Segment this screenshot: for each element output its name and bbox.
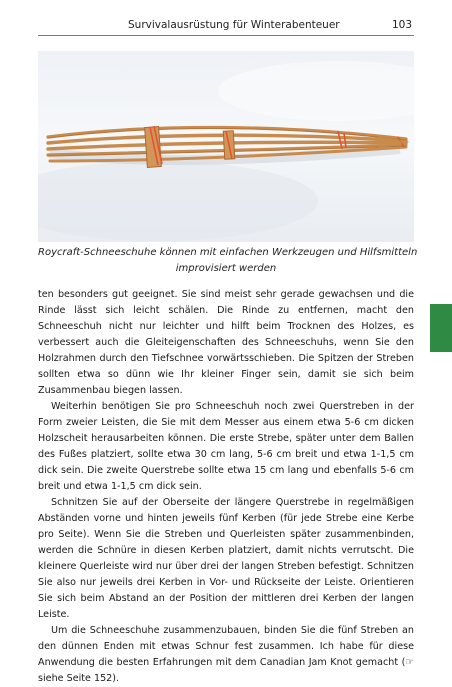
photo-caption [38, 245, 418, 277]
body-text [38, 287, 414, 687]
paragraph-4: Um die Schneeschuhe zusammenzubauen, binden Sie die fünf Streben an den dünnen Enden mit etwas Schnur fest zusammen. Ich habe für diese Anwendung die besten Erfahrungen mit dem Canadian Jam Knot gemacht (☞ siehe Seite 152). [38, 625, 414, 684]
snowshoe-photo [38, 51, 414, 242]
running-header-title: Survivalausrüstung für Winterabenteuer [128, 19, 340, 31]
page-number: 103 [391, 19, 412, 31]
paragraph-2: Weiterhin benötigen Sie pro Schneeschuh noch zwei Querstreben in der Form zweier Leisten, die Sie mit dem Messer aus einem etwa 5-6 cm dicken Holzscheit herausarbeiten können. Die erste Strebe, später unter dem Ballen des Fußes platziert, sollte etwa 30 cm lang, 5-6 cm breit und etwa 1-1,5 cm dick sein. Die zweite Querstrebe sollte etwa 15 cm lang und ebenfalls 5-6 cm breit und etwa 1-1,5 cm dick sein. [38, 401, 414, 492]
caption-line-2: improvisiert werden [175, 263, 277, 274]
snowshoe-illustration [38, 51, 414, 242]
chapter-tab [430, 304, 452, 352]
paragraph-1: ten besonders gut geeignet. Sie sind meist sehr gerade gewachsen und die Rinde lässt sich leicht schälen. Die Rinde zu entfernen, macht den Schneeschuh nicht nur leichter und hilft beim Trocknen des Holzes, es verbessert auch die Gleiteigenschaften des Schneeschuhs, wenn Sie den Holzrahmen durch den Tiefschnee vorwärtsschieben. Die Spitzen der Streben sollten etwa so dünn wie Ihr kleiner Finger sein, damit sie sich beim Zusammenbau biegen lassen. [38, 289, 414, 396]
paragraph-3: Schnitzen Sie auf der Oberseite der längere Querstrebe in regelmäßigen Abständen vorne und hinten jeweils fünf Kerben (für jede Strebe eine Kerbe pro Seite). Wenn Sie die Streben und Querleisten später zusammenbinden, werden die Schnüre in diesen Kerben platziert, damit nichts verrutscht. Die kleinere Querleiste wird nur über drei der langen Streben befestigt. Schnitzen Sie also nur jeweils drei Kerben in Vor- und Rückseite der Leiste. Orientieren Sie sich beim Abstand an der Position der mittleren drei Kerben der langen Leiste. [38, 497, 414, 620]
running-header [38, 16, 414, 36]
caption-line-1: Roycraft-Schneeschuhe können mit einfachen Werkzeugen und Hilfsmitteln [38, 247, 418, 258]
